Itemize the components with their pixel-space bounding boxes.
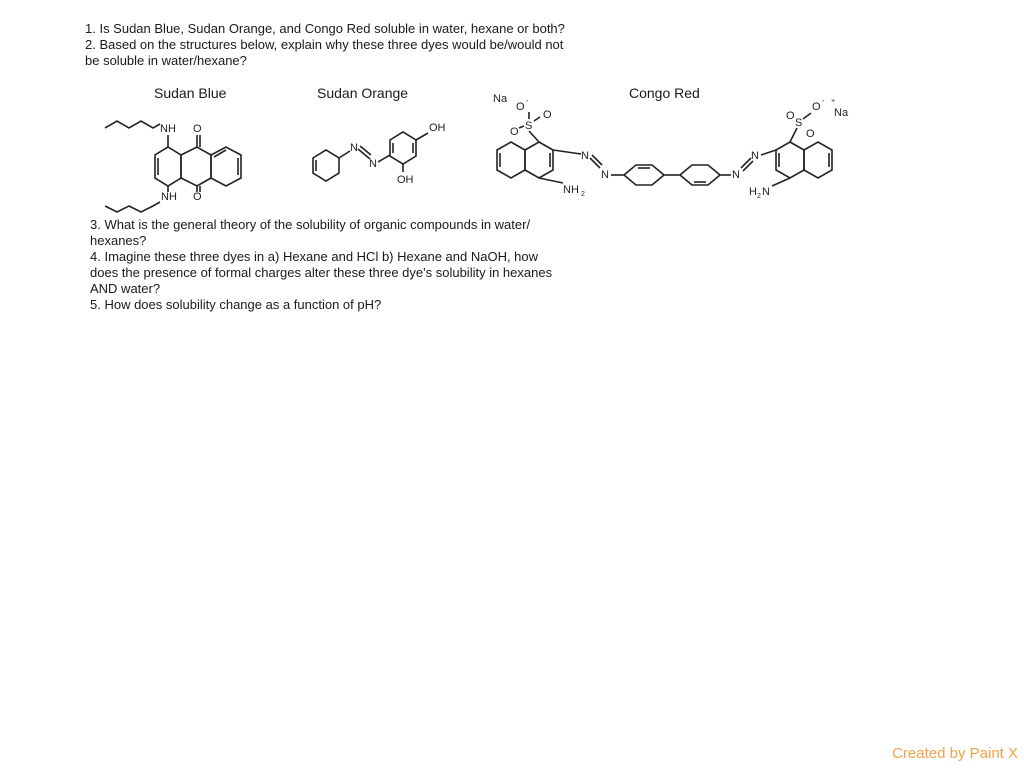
o-bottom-label: O — [193, 191, 202, 203]
na-right-label: Na — [834, 107, 849, 119]
question-2-line-cont: be soluble in water/hexane? — [85, 53, 247, 68]
o-minus-right-label: O — [812, 101, 821, 113]
o-left-b-label: O — [543, 109, 552, 121]
s-right-label: S — [795, 117, 803, 129]
h2n-right-n-label: N — [762, 186, 770, 198]
oh-bottom-label: OH — [397, 174, 414, 186]
minus-left-label: - — [526, 98, 529, 105]
question-4-line-cont: does the presence of formal charges alter these three dye's solubility in hexanes — [90, 265, 553, 280]
naphthalene-left-ring-a — [525, 142, 553, 178]
question-1-line: 1. Is Sudan Blue, Sudan Orange, and Congo Red soluble in water, hexane or both? — [85, 21, 565, 36]
o-minus-left-label: O — [516, 101, 525, 113]
question-3-line-cont: hexanes? — [90, 233, 147, 248]
nh2-left-sub: 2 — [581, 191, 585, 198]
oh-top-label: OH — [429, 122, 446, 134]
naphthalene-right-ring-a — [776, 142, 804, 178]
o-right-a-label: O — [786, 110, 795, 122]
question-5-line: 5. How does solubility change as a function of pH? — [90, 297, 382, 312]
sudan-orange-title: Sudan Orange — [317, 85, 409, 101]
s-left-label: S — [525, 120, 533, 132]
azo-right-n1-label: N — [732, 169, 740, 181]
azo-n1-label: N — [350, 142, 358, 154]
azo-left-n1-label: N — [581, 150, 589, 162]
naphthalene-right-ring-b — [804, 142, 832, 178]
azo-left-n2-label: N — [601, 169, 609, 181]
question-2-line: 2. Based on the structures below, explain why these three dyes would be/would not — [85, 37, 564, 52]
watermark: Created by Paint X — [892, 745, 1018, 762]
o-left-a-label: O — [510, 126, 519, 138]
plus-right-label: + — [831, 98, 836, 105]
question-3-line: 3. What is the general theory of the solubility of organic compounds in water/ — [90, 217, 531, 232]
question-4-line-cont2: AND water? — [90, 281, 161, 296]
azo-right-n2-label: N — [751, 150, 759, 162]
naphthalene-left-ring-b — [497, 142, 525, 178]
nh2-left-label: NH — [563, 184, 579, 196]
nh-bottom-label: NH — [161, 191, 177, 203]
o-right-b-label: O — [806, 128, 815, 140]
na-left-label: Na — [493, 93, 508, 105]
h2n-right-h-label: H — [749, 186, 757, 198]
questions-bottom — [90, 217, 590, 313]
minus-right-label: - — [822, 98, 825, 105]
h2n-right-sub: 2 — [757, 193, 761, 200]
o-top-label: O — [193, 123, 202, 135]
question-4-line: 4. Imagine these three dyes in a) Hexane and HCl b) Hexane and NaOH, how — [90, 249, 539, 264]
nh-top-label: NH — [160, 123, 176, 135]
congo-red-title: Congo Red — [629, 85, 700, 101]
azo-n2-label: N — [369, 158, 377, 170]
sudan-blue-title: Sudan Blue — [154, 85, 227, 101]
